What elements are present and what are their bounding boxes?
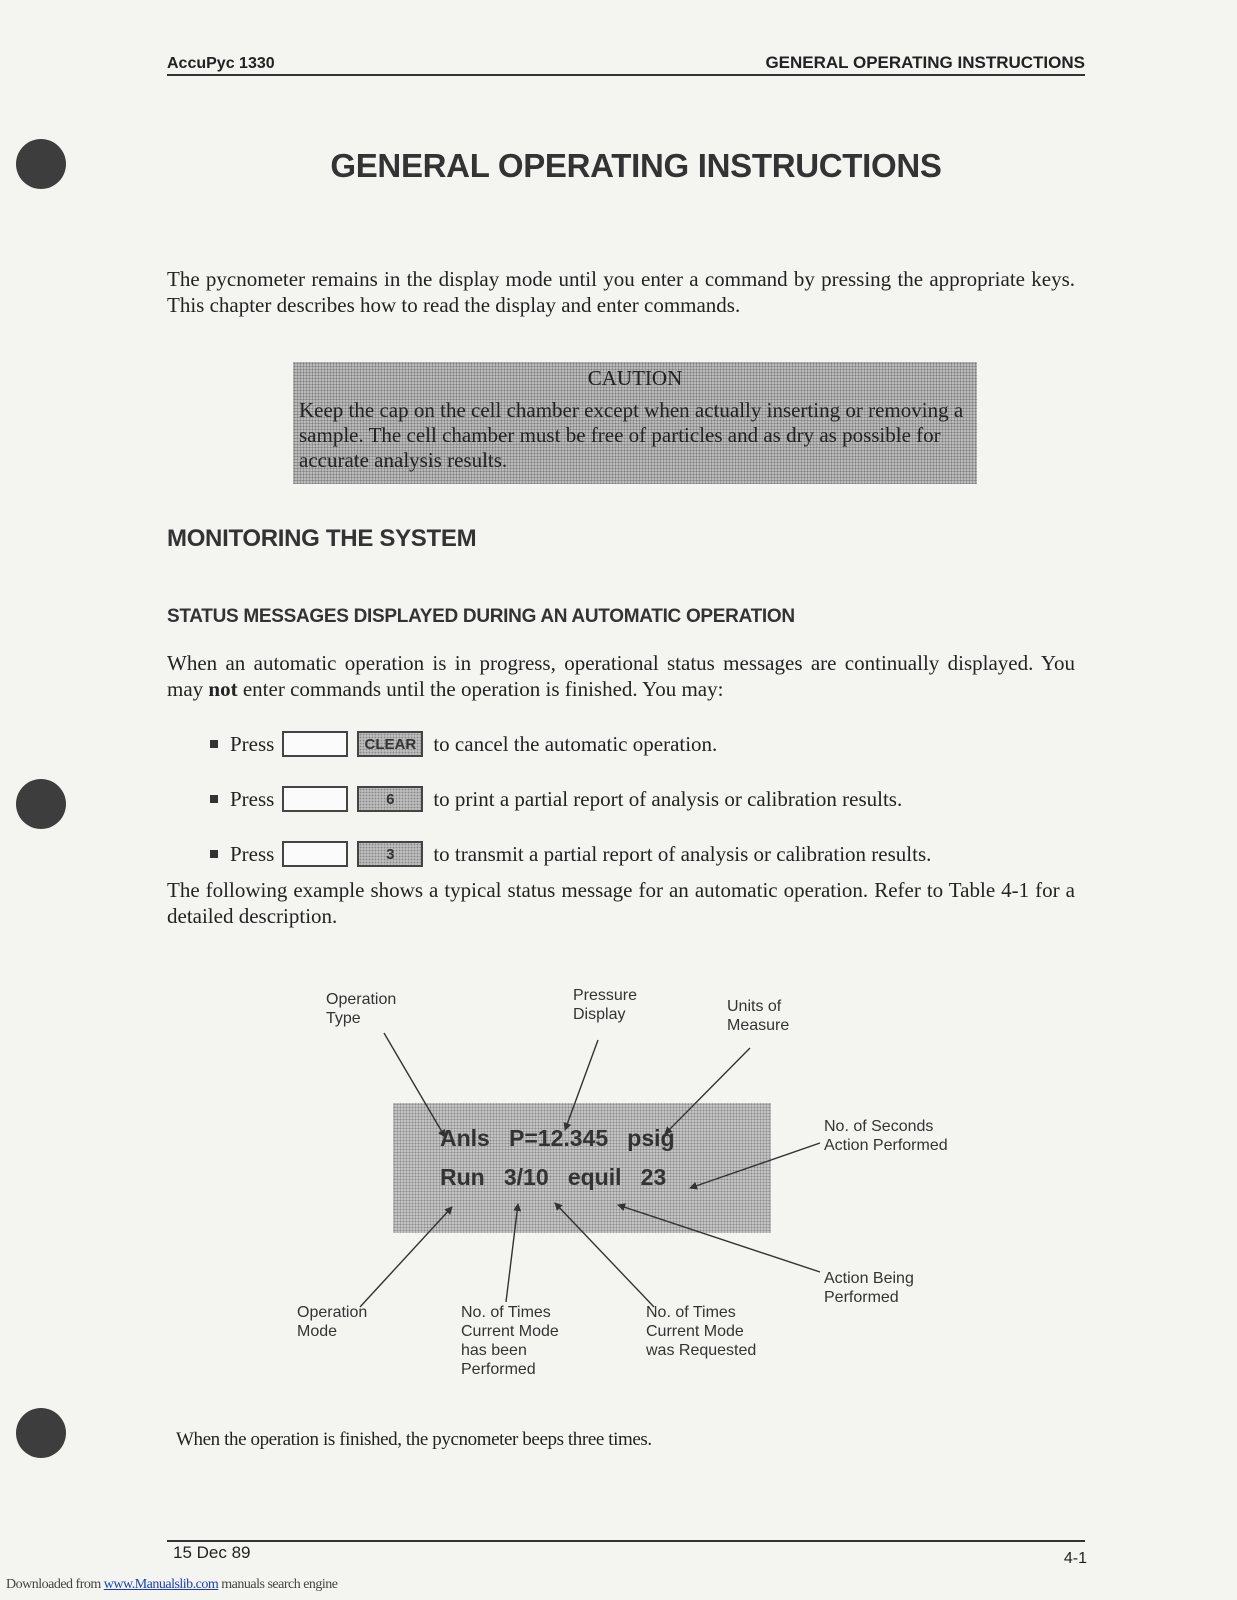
callout-units-of-measure [727,997,789,1035]
leader-action-performed [618,1205,820,1272]
callout-line: Mode [297,1323,338,1340]
callout-line: has been [461,1342,527,1359]
callout-times-requested [646,1303,756,1360]
bullet-text: to print a partial report of analysis or calibration results. [433,786,903,811]
leader-units-of-measure [665,1048,750,1134]
press-label: Press [230,841,275,866]
leader-times-performed [506,1204,518,1302]
example-intro-paragraph: The following example shows a typical status message for an automatic operation. Refer to Table 4-1 for a detailed description. [167,878,1075,928]
page-title: GENERAL OPERATING INSTRUCTIONS [330,147,942,184]
callout-action-performed [824,1269,914,1307]
display-line-2: Run 3/10 equil 23 [440,1164,667,1190]
callout-line: Action Performed [824,1137,948,1154]
callout-operation-type [326,990,396,1028]
finished-note: When the operation is finished, the pycnometer beeps three times. [176,1429,652,1450]
callout-line: Performed [824,1289,899,1306]
six-key-icon: 6 [357,786,423,812]
status-intro-emphasis: not [208,677,238,701]
leader-operation-mode [360,1207,452,1307]
bullet-text: to cancel the automatic operation. [433,731,718,756]
callout-line: Type [326,1010,361,1027]
callout-line: Operation [297,1304,368,1321]
callout-line: No. of Times [646,1304,736,1321]
section-heading: MONITORING THE SYSTEM [167,525,477,552]
callout-line: was Requested [646,1342,757,1359]
caution-text: Keep the cap on the cell chamber except when actually inserting or removing a sample. The cell chamber must be free of particles and as dry as possible for accurate analysis results. [299,398,964,472]
callout-line: Current Mode [461,1323,559,1340]
download-watermark [6,1577,338,1593]
caution-title: CAUTION [587,366,683,390]
callout-line: No. of Times [461,1304,551,1321]
watermark-suffix: manuals search engine [218,1577,338,1592]
callout-line: Operation [326,991,397,1008]
watermark-prefix: Downloaded from [6,1577,104,1592]
callout-seconds-performed [824,1117,948,1155]
leader-times-requested [555,1203,654,1307]
callout-line: Display [573,1006,626,1023]
footer-date: 15 Dec 89 [173,1543,251,1562]
callout-operation-mode [297,1303,367,1341]
callout-times-performed [461,1303,559,1379]
leader-operation-type [384,1033,445,1137]
footer-rule [167,1540,1085,1542]
manualslib-link[interactable]: www.Manualslib.com [103,1577,219,1592]
running-header-right: GENERAL OPERATING INSTRUCTIONS [765,53,1085,72]
press-label: Press [230,731,275,756]
display-line-1: Anls P=12.345 psig [440,1125,675,1151]
intro-paragraph: The pycnometer remains in the display mode until you enter a command by pressing the appropriate keys. This chapter describes how to read the display and enter commands. [167,267,1075,317]
callout-line: Pressure [573,987,638,1004]
bullet-text: to transmit a partial report of analysis or calibration results. [433,841,932,866]
callout-line: Current Mode [646,1323,744,1340]
status-intro-text: When an automatic operation is in progress, operational status messages are continually displayed. You may [167,651,1075,701]
callout-line: No. of Seconds [824,1118,934,1135]
status-intro-text-end: enter commands until the operation is finished. You may: [237,677,724,701]
callout-line: Performed [461,1361,536,1378]
callout-line: Units of [727,998,782,1015]
press-label: Press [230,786,275,811]
callout-line: Action Being [824,1270,914,1287]
callout-pressure-display [573,986,637,1024]
clear-key-icon: CLEAR [357,731,423,757]
three-key-icon: 3 [357,841,423,867]
page-number: 4-1 [1063,1550,1087,1567]
running-header-left: AccuPyc 1330 [167,55,275,72]
leader-pressure-display [565,1040,598,1130]
leader-seconds-performed [690,1143,820,1188]
callout-line: Measure [727,1017,790,1034]
subsection-heading: STATUS MESSAGES DISPLAYED DURING AN AUTOMATIC OPERATION [167,606,795,627]
